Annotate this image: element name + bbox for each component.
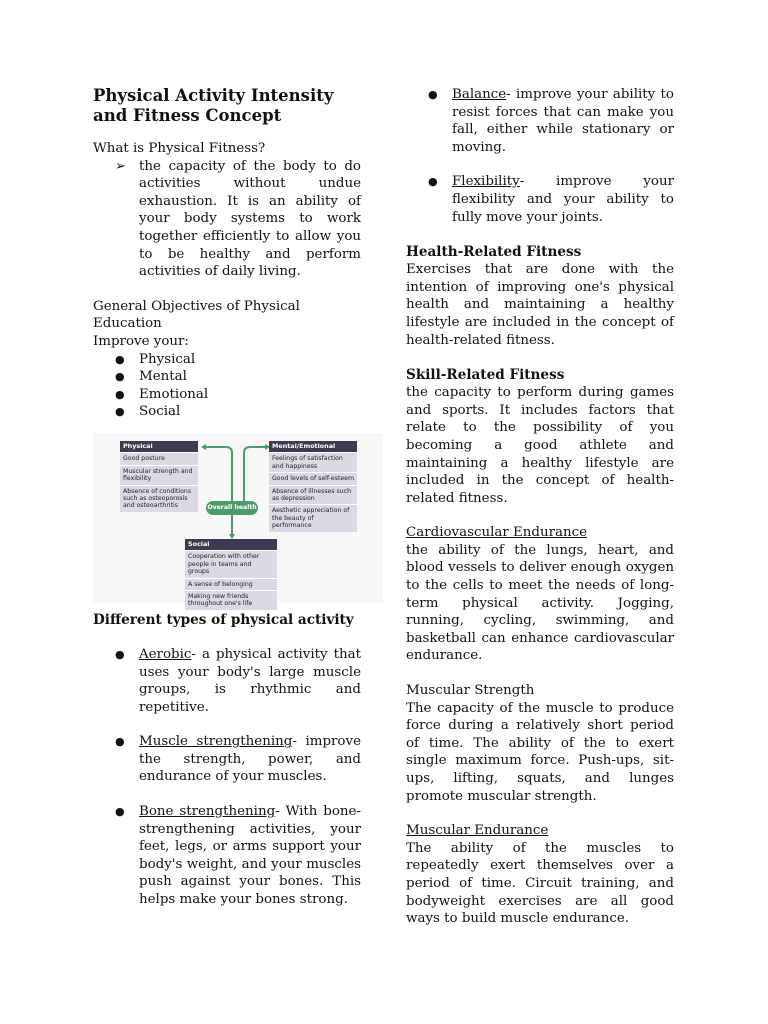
bullet-icon: ● <box>115 735 125 749</box>
activity-types-list <box>93 646 361 909</box>
activity-types-list-continued <box>406 86 674 226</box>
bullet-icon: ● <box>115 405 125 419</box>
endurance-text: The ability of the muscles to repeatedly exert themselves over a period of time. Circuit training, and bodyweight exercises are all good ways to build muscle endurance. <box>406 840 674 927</box>
skill-related-text: the capacity to perform during games and sports. It includes factors that relate to the possibility of you becoming a good athlete and maintaining a healthy lifestyle are included in the concept of health-related fitness. <box>406 385 674 506</box>
list-item: ● Aerobic- a physical activity that uses your body's large muscle groups, is rhythmic and repetitive. <box>115 646 361 715</box>
list-item: ● Balance- improve your ability to resist forces that can make you fall, either while stationary or moving. <box>428 87 674 155</box>
mental-emotional-box: Mental/Emotional Feelings of satisfaction and happiness Good levels of self-esteem Absence of illnesses such as depression Aesthetic appreciation of the beauty of performance <box>269 441 357 532</box>
strength-heading: Muscular Strength <box>406 683 535 699</box>
list-item: ● Social <box>115 404 181 420</box>
overall-health-node: Overall health <box>206 501 258 515</box>
physical-box: Physical Good posture Muscular strength and flexibility Absence of conditions such as osteoporosis and osteoarthritis <box>120 441 198 512</box>
list-item: ● Physical <box>115 351 196 367</box>
objectives-heading: General Objectives of Physical Education <box>93 298 300 332</box>
bullet-icon: ● <box>115 647 125 661</box>
social-box: Social Cooperation with other people in teams and groups A sense of belonging Making new friends throughout one's life <box>185 539 277 610</box>
bullet-icon: ● <box>115 352 125 366</box>
skill-related-heading: Skill-Related Fitness <box>406 367 565 384</box>
list-item: ● Muscle strengthening- improve the strength, power, and endurance of your muscles. <box>115 734 361 785</box>
fitness-question: What is Physical Fitness? <box>93 141 266 156</box>
list-item: ● Emotional <box>115 386 209 402</box>
bullet-icon: ● <box>115 370 125 384</box>
strength-text: The capacity of the muscle to produce force during a relatively short period of time. The ability of the to exert single maximum force. Push-ups, sit-ups, lifting, squats, and lunges promote muscular strength. <box>406 700 674 804</box>
cardio-heading: Cardiovascular Endurance <box>406 525 588 541</box>
arrow-bullet-icon: ➢ <box>115 158 126 174</box>
endurance-heading: Muscular Endurance <box>406 823 549 839</box>
list-item: ● Mental <box>115 369 187 385</box>
health-related-heading: Health-Related Fitness <box>406 244 582 261</box>
fitness-definition-item <box>115 158 361 281</box>
list-item: ● Flexibility- improve your flexibility and your ability to fully move your joints. <box>428 174 674 225</box>
right-column <box>406 86 674 928</box>
cardio-text: the ability of the lungs, heart, and blood vessels to deliver enough oxygen to the cells to meet the needs of long-term physical activity. Jogging, running, cycling, swimming, and basketball can enhance cardiovascular endurance. <box>406 542 674 664</box>
bullet-icon: ● <box>428 175 438 189</box>
bullet-icon: ● <box>115 805 125 819</box>
health-related-text: Exercises that are done with the intention of improving one's physical health and maintaining a healthy lifestyle are included in the concept of health-related fitness. <box>406 262 674 348</box>
fitness-definition: the capacity of the body to do activities without undue exhaustion. It is an ability of your body systems to work together efficiently to allow you to be healthy and perform activities of daily living. <box>139 158 361 280</box>
bullet-icon: ● <box>115 387 125 401</box>
bullet-icon: ● <box>428 88 438 101</box>
improve-your-label: Improve your: <box>93 333 189 349</box>
left-column <box>93 86 361 926</box>
types-heading: Different types of physical activity <box>93 611 354 628</box>
page-title: Physical Activity Intensity and Fitness Concept <box>93 86 334 125</box>
health-diagram <box>93 433 383 608</box>
list-item: ● Bone strengthening- With bone-strengthening activities, your feet, legs, or arms support your body's weight, and your muscles push against your bones. This helps make your bones strong. <box>115 804 361 908</box>
objectives-list <box>93 351 361 421</box>
